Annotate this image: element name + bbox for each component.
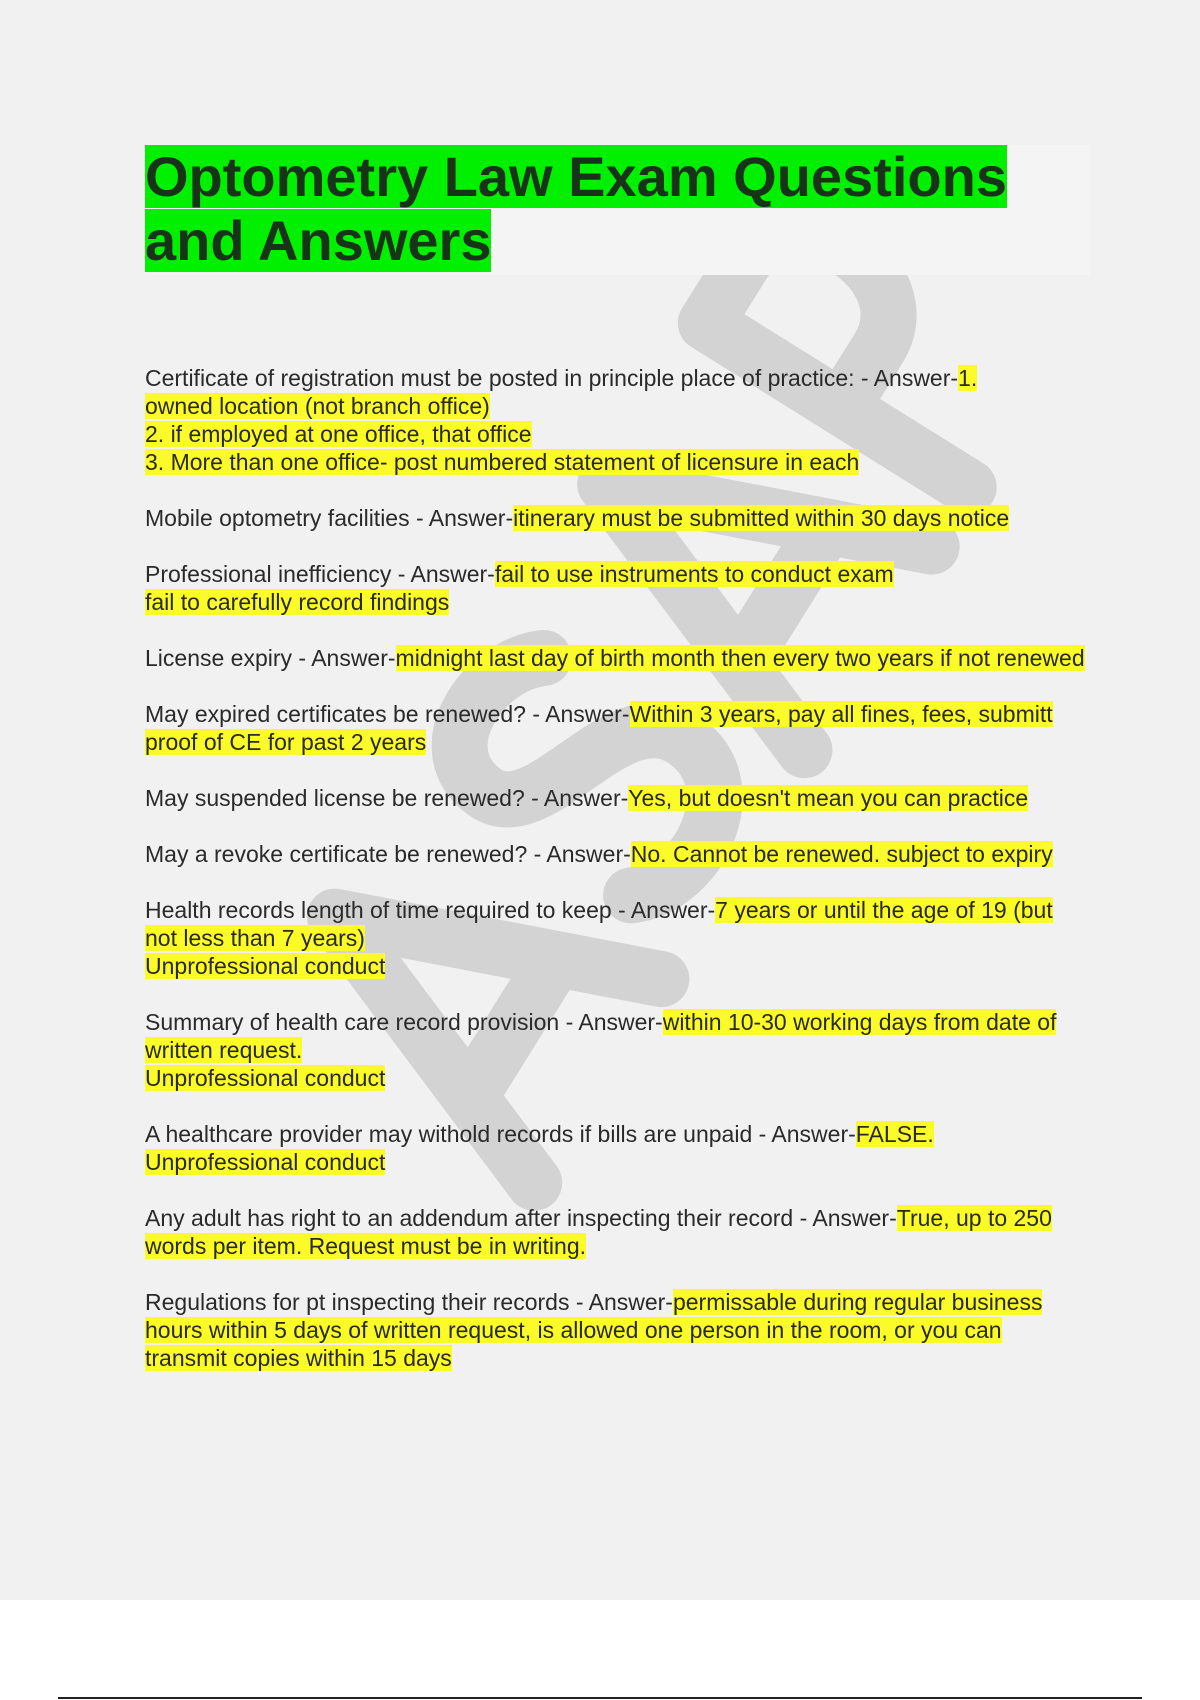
question-text: License expiry - Answer- bbox=[145, 645, 396, 671]
qa-item bbox=[145, 1288, 1085, 1372]
question-text: Professional inefficiency - Answer- bbox=[145, 561, 495, 587]
answer-text: fail to carefully record findings bbox=[145, 589, 450, 615]
answer-text: 7 years or until the age of 19 (but not less than 7 years) bbox=[145, 897, 1053, 951]
title-line-1: Optometry Law Exam Questions bbox=[145, 145, 1007, 208]
answer-text: Unprofessional conduct bbox=[145, 1149, 386, 1175]
document-title bbox=[145, 145, 1090, 273]
answer-text: FALSE. bbox=[855, 1121, 934, 1147]
qa-item bbox=[145, 644, 1085, 672]
qa-item bbox=[145, 504, 1085, 532]
question-text: Mobile optometry facilities - Answer- bbox=[145, 505, 514, 531]
question-text: Health records length of time required to keep - Answer- bbox=[145, 897, 716, 923]
qa-item bbox=[145, 896, 1085, 980]
question-text: May suspended license be renewed? - Answer- bbox=[145, 785, 629, 811]
question-text: Summary of health care record provision - Answer- bbox=[145, 1009, 663, 1035]
answer-text: Unprofessional conduct bbox=[145, 953, 386, 979]
answer-text: itinerary must be submitted within 30 days notice bbox=[513, 505, 1010, 531]
qa-item bbox=[145, 1204, 1085, 1260]
title-block bbox=[145, 145, 1090, 275]
qa-item bbox=[145, 364, 1085, 476]
footer-rule bbox=[58, 1697, 1142, 1699]
answer-text: 2. if employed at one office, that office bbox=[145, 421, 532, 447]
answer-text: 3. More than one office- post numbered statement of licensure in each bbox=[145, 449, 860, 475]
question-text: A healthcare provider may withold records if bills are unpaid - Answer- bbox=[145, 1121, 856, 1147]
answer-text: owned location (not branch office) bbox=[145, 393, 490, 419]
question-text: Certificate of registration must be posted in principle place of practice: - Answer- bbox=[145, 365, 959, 391]
answer-text: midnight last day of birth month then every two years if not renewed bbox=[395, 645, 1085, 671]
qa-item bbox=[145, 840, 1085, 868]
qa-item bbox=[145, 700, 1085, 756]
answer-text: True, up to 250 words per item. Request must be in writing. bbox=[145, 1205, 1052, 1259]
answer-text: Within 3 years, pay all fines, fees, submitt proof of CE for past 2 years bbox=[145, 701, 1053, 755]
qa-item bbox=[145, 1120, 1085, 1176]
qa-item bbox=[145, 784, 1085, 812]
qa-item bbox=[145, 560, 1085, 616]
qa-list bbox=[145, 364, 1085, 1400]
answer-text: within 10-30 working days from date of written request. bbox=[145, 1009, 1057, 1063]
question-text: May expired certificates be renewed? - Answer- bbox=[145, 701, 630, 727]
answer-text: permissable during regular business hours within 5 days of written request, is allowed one person in the room, or you can transmit copies within 15 days bbox=[145, 1289, 1043, 1371]
question-text: Regulations for pt inspecting their records - Answer- bbox=[145, 1289, 673, 1315]
question-text: May a revoke certificate be renewed? - Answer- bbox=[145, 841, 631, 867]
answer-text: 1. bbox=[958, 365, 978, 391]
question-text: Any adult has right to an addendum after inspecting their record - Answer- bbox=[145, 1205, 897, 1231]
answer-text: No. Cannot be renewed. subject to expiry bbox=[630, 841, 1053, 867]
title-line-2: and Answers bbox=[145, 209, 492, 272]
answer-text: Yes, but doesn't mean you can practice bbox=[628, 785, 1029, 811]
answer-text: fail to use instruments to conduct exam bbox=[494, 561, 894, 587]
qa-item bbox=[145, 1008, 1085, 1092]
answer-text: Unprofessional conduct bbox=[145, 1065, 386, 1091]
